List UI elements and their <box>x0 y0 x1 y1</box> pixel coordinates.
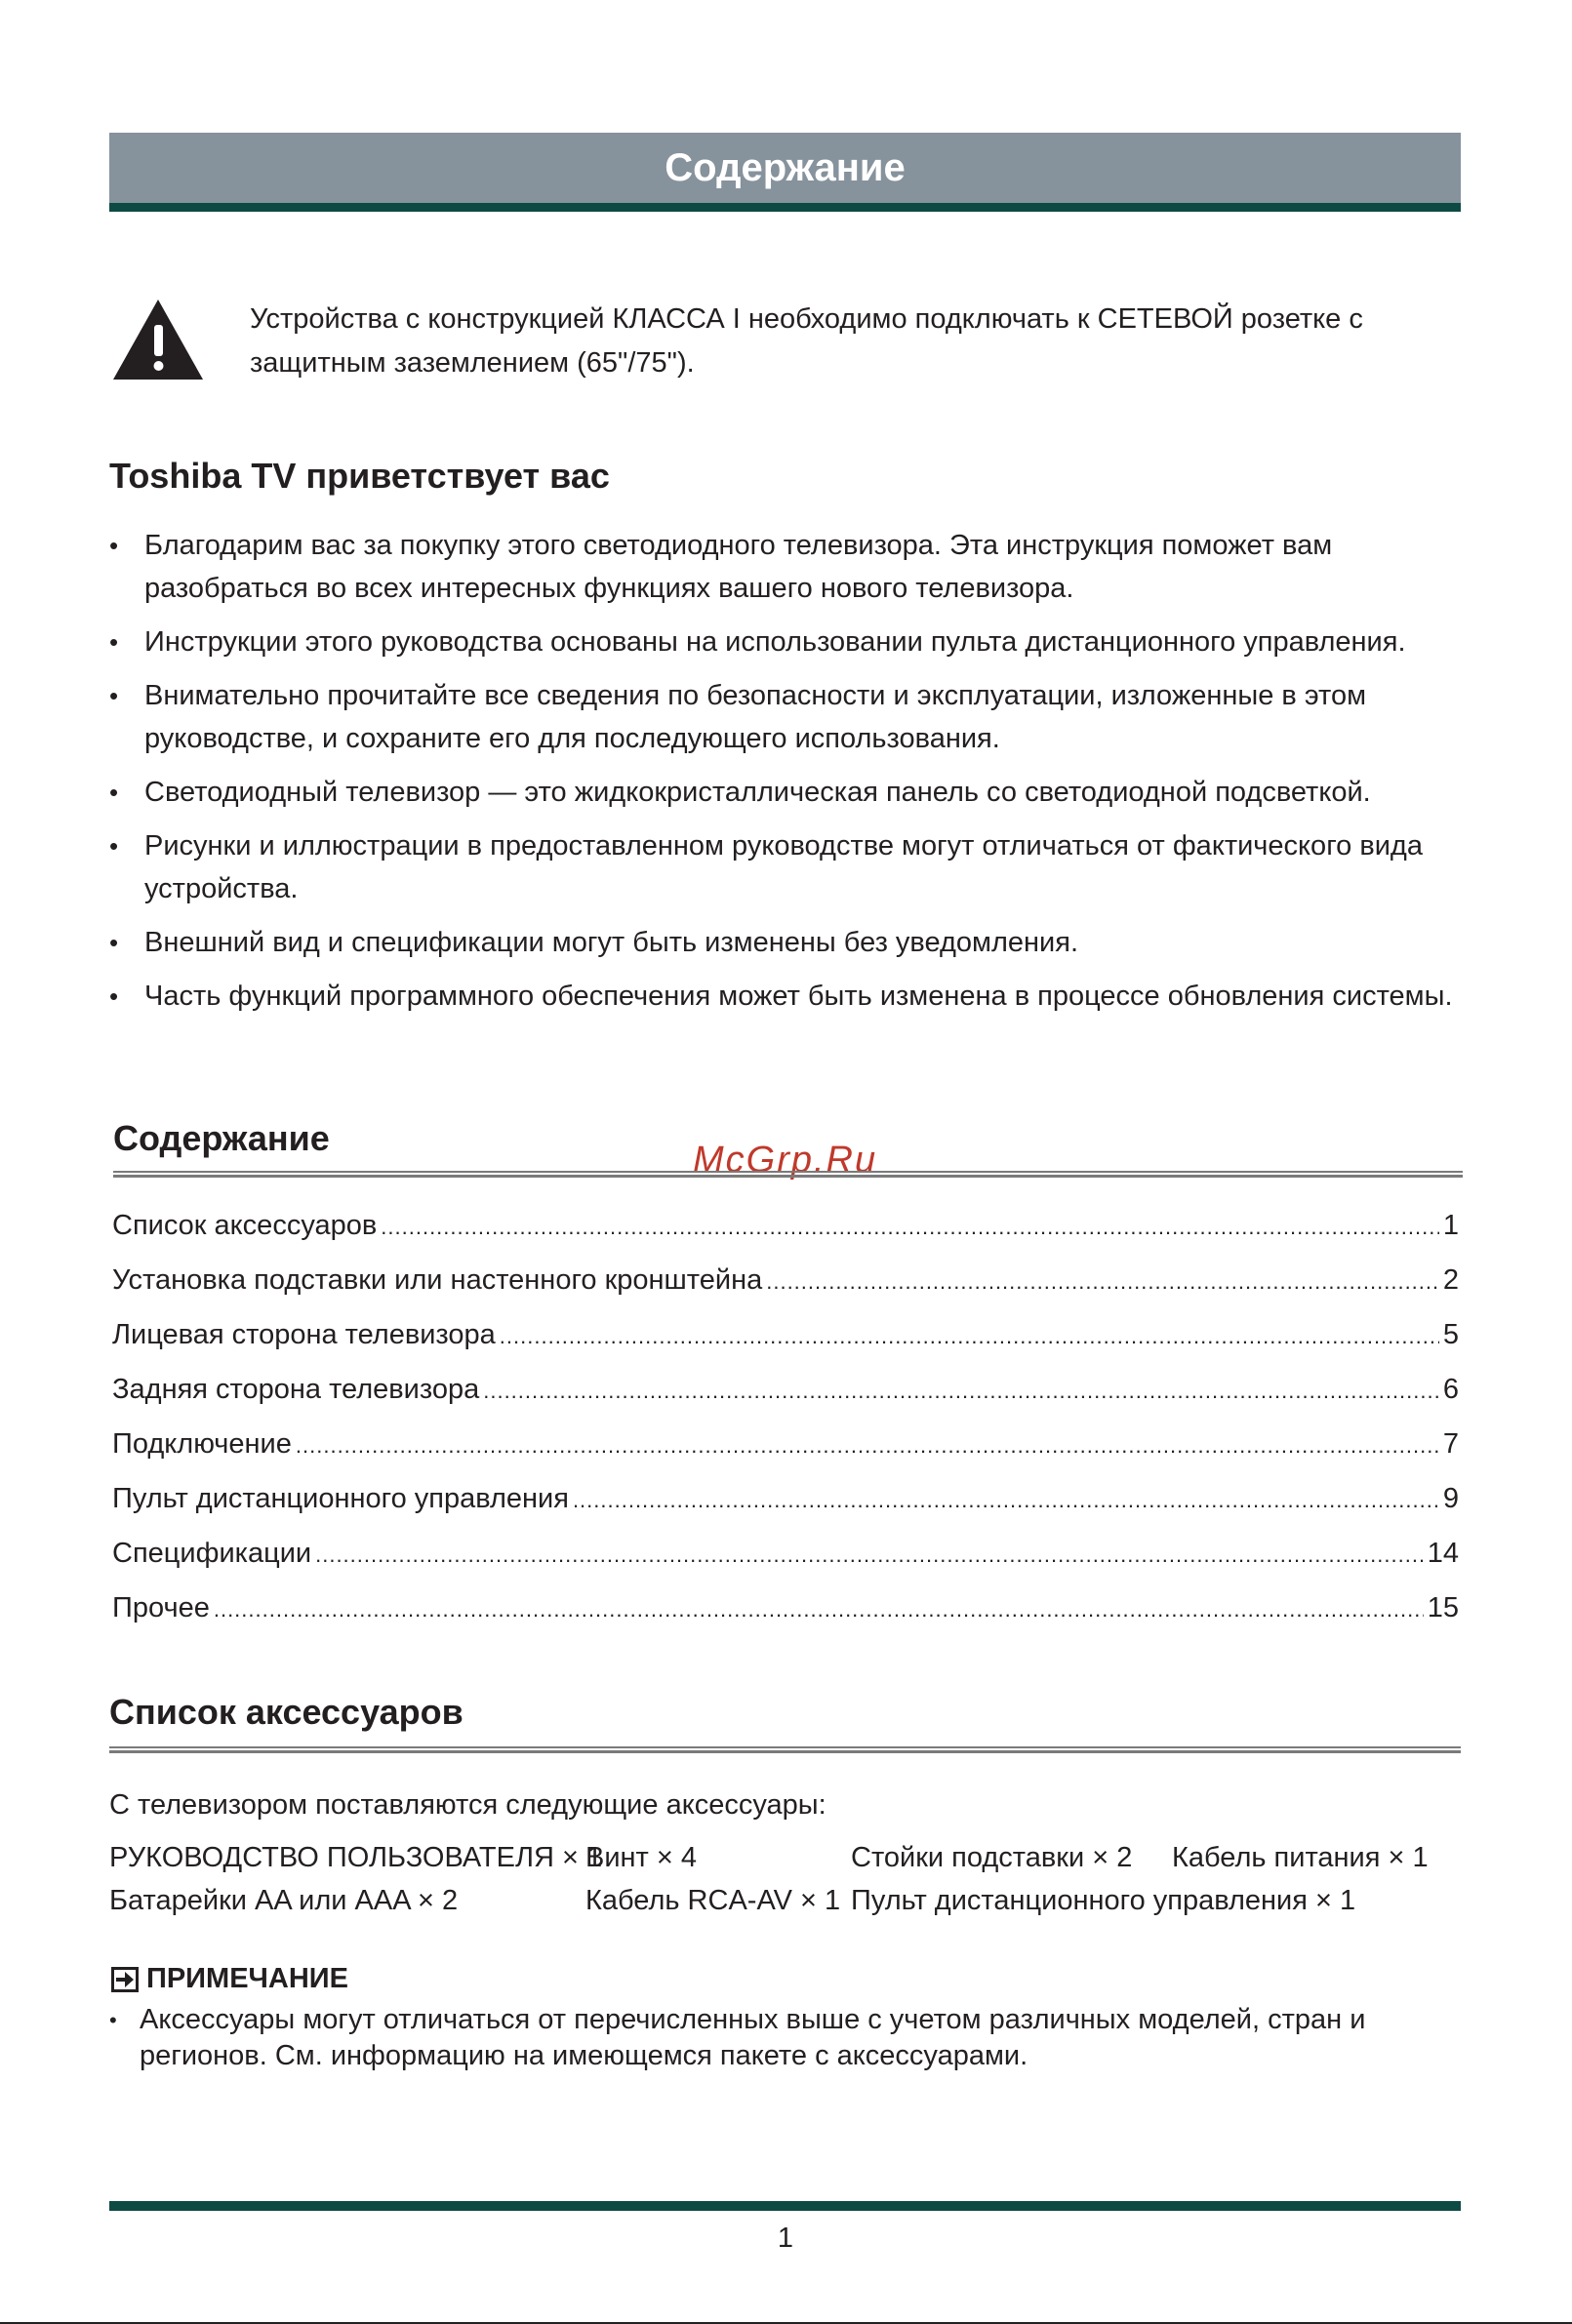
toc-entry-page: 9 <box>1442 1483 1459 1514</box>
toc-entry-page: 15 <box>1427 1592 1459 1623</box>
list-item: • Внешний вид и спецификации могут быть изменены без уведомления. <box>109 921 1471 964</box>
toc-entry[interactable] <box>112 1538 1459 1592</box>
toc-entry-page: 1 <box>1442 1210 1459 1241</box>
accessory-item: Винт × 4 <box>585 1842 698 1873</box>
toc-heading: Содержание <box>113 1118 330 1158</box>
toc-entry[interactable] <box>112 1264 1459 1319</box>
toc-entry-page: 2 <box>1442 1264 1459 1296</box>
list-item: • Часть функций программного обеспечения может быть изменена в процессе обновления системы. <box>109 975 1471 1018</box>
toc-entry[interactable] <box>112 1428 1459 1483</box>
warning-triangle-icon <box>111 298 205 381</box>
toc-entry-title: Прочее <box>112 1592 210 1623</box>
toc-entry-title: Задняя сторона телевизора <box>112 1374 480 1405</box>
toc-leader <box>296 1433 1439 1459</box>
footer-rule <box>109 2201 1461 2211</box>
warning-line-1: Устройства с конструкцией КЛАССА I необходимо подключать к СЕТЕВОЙ розетке с <box>250 303 1363 335</box>
toc-entry-title: Подключение <box>112 1428 292 1460</box>
toc-leader <box>573 1488 1439 1513</box>
note-title: ПРИМЕЧАНИЕ <box>146 1963 348 1994</box>
accessory-item: Кабель питания × 1 <box>1172 1842 1429 1873</box>
toc-entry-title: Лицевая сторона телевизора <box>112 1319 496 1350</box>
watermark: McGrp.Ru <box>693 1140 878 1181</box>
toc-leader <box>315 1543 1424 1568</box>
toc-entry-title: Спецификации <box>112 1538 312 1569</box>
list-item: • Инструкции этого руководства основаны на использовании пульта дистанционного управления. <box>109 621 1471 663</box>
list-item: • Аксессуары могут отличаться от перечисленных выше с учетом различных моделей, стран и регионов. См. информацию на имеющемся пакете с аксессуарами. <box>109 2002 1456 2074</box>
toc-entry-page: 7 <box>1442 1428 1459 1460</box>
toc-rule <box>113 1171 1463 1178</box>
toc-entry[interactable] <box>112 1374 1459 1428</box>
accessory-item: РУКОВОДСТВО ПОЛЬЗОВАТЕЛЯ × 1 <box>109 1842 603 1873</box>
toc-entry[interactable] <box>112 1210 1459 1264</box>
welcome-heading: Toshiba TV приветствует вас <box>109 456 610 496</box>
toc-entry-page: 14 <box>1427 1538 1459 1569</box>
accessory-item: Стойки подставки × 2 <box>851 1842 1133 1873</box>
accessories-heading: Список аксессуаров <box>109 1692 464 1732</box>
page-title-banner: Содержание <box>109 133 1461 203</box>
toc-entry-title: Пульт дистанционного управления <box>112 1483 569 1514</box>
toc-leader <box>381 1215 1439 1240</box>
accessory-item: Батарейки AA или AAA × 2 <box>109 1885 459 1916</box>
list-item: • Рисунки и иллюстрации в предоставленном руководстве могут отличаться от фактического вида устройства. <box>109 824 1471 910</box>
warning-line-2: защитным заземлением (65"/75"). <box>250 347 695 379</box>
toc-entry[interactable] <box>112 1483 1459 1538</box>
note-heading <box>111 1963 348 1995</box>
toc-entry[interactable] <box>112 1592 1459 1647</box>
accessory-item: Пульт дистанционного управления × 1 <box>851 1885 1356 1916</box>
list-item: • Благодарим вас за покупку этого светодиодного телевизора. Эта инструкция поможет вам разобраться во всех интересных функциях вашего нового телевизора. <box>109 524 1471 610</box>
note-arrow-icon <box>111 1967 139 1992</box>
toc-entry[interactable] <box>112 1319 1459 1374</box>
toc-list <box>112 1210 1459 1647</box>
warning-text <box>250 298 1440 385</box>
accessories-intro: С телевизором поставляются следующие аксессуары: <box>109 1789 826 1821</box>
toc-entry-title: Список аксессуаров <box>112 1210 378 1241</box>
accessories-rule <box>109 1746 1461 1753</box>
toc-entry-page: 5 <box>1442 1319 1459 1350</box>
note-list <box>109 2002 1456 2074</box>
toc-entry-title: Установка подставки или настенного кронштейна <box>112 1264 763 1296</box>
welcome-list <box>109 524 1471 1028</box>
toc-leader <box>766 1269 1439 1295</box>
accessory-item: Кабель RCA-AV × 1 <box>585 1885 841 1916</box>
header-rule <box>109 203 1461 212</box>
toc-leader <box>500 1324 1439 1349</box>
toc-leader <box>483 1379 1439 1404</box>
page-number: 1 <box>777 2223 794 2254</box>
list-item: • Внимательно прочитайте все сведения по безопасности и эксплуатации, изложенные в этом руководстве, и сохраните его для последующего использования. <box>109 674 1471 760</box>
toc-leader <box>214 1597 1424 1623</box>
list-item: • Светодиодный телевизор — это жидкокристаллическая панель со светодиодной подсветкой. <box>109 771 1471 814</box>
toc-entry-page: 6 <box>1442 1374 1459 1405</box>
